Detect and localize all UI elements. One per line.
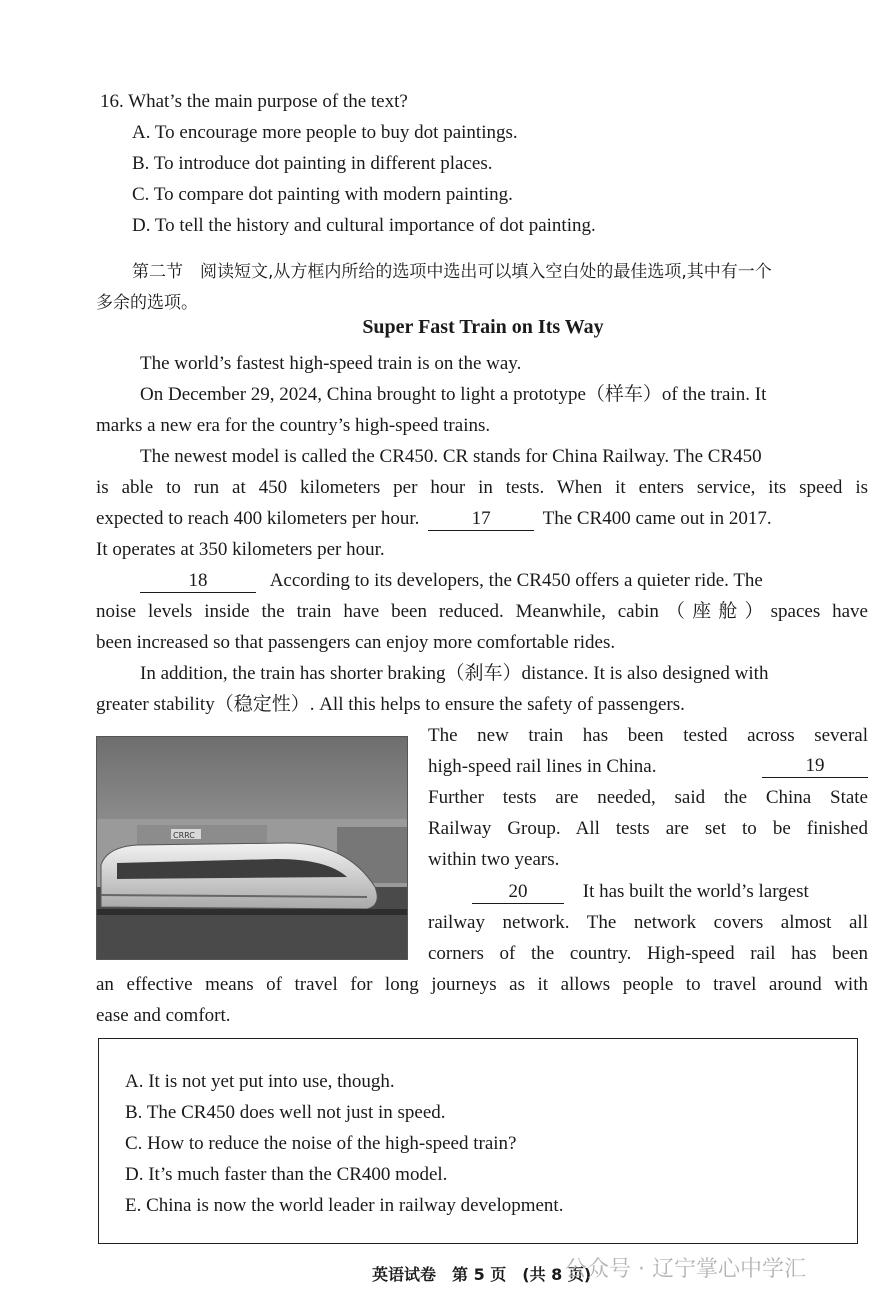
- paragraph-2-line-2: marks a new era for the country’s high-speed trains.: [96, 415, 491, 436]
- choice-c: C. How to reduce the noise of the high-speed train?: [125, 1133, 517, 1154]
- photo-sign-text: CRRC: [173, 831, 195, 840]
- question-16-option-c: C. To compare dot painting with modern painting.: [132, 184, 513, 205]
- page-footer: 英语试卷 第 5 页 (共 8 页): [372, 1265, 592, 1284]
- paragraph-5-line-1: In addition, the train has shorter braking（刹车）distance. It is also designed with: [140, 663, 769, 684]
- train-photo: [96, 736, 408, 960]
- paragraph-4-line-3: been increased so that passengers can enjoy more comfortable rides.: [96, 632, 616, 653]
- paragraph-3-line-1: The newest model is called the CR450. CR stands for China Railway. The CR450: [140, 446, 762, 467]
- train-photo-illustration: [97, 737, 407, 959]
- choice-a: A. It is not yet put into use, though.: [125, 1071, 395, 1092]
- blank-18[interactable]: 18: [140, 570, 256, 593]
- article-title: Super Fast Train on Its Way: [362, 316, 604, 338]
- paragraph-7-line-3: corners of the country. High-speed rail has been: [428, 943, 868, 964]
- section-instruction-line1: 第二节 阅读短文,从方框内所给的选项中选出可以填入空白处的最佳选项,其中有一个: [132, 262, 772, 282]
- paragraph-3-line-2: is able to run at 450 kilometers per hour in tests. When it enters service, its speed is: [96, 477, 868, 498]
- paragraph-3-line-4: It operates at 350 kilometers per hour.: [96, 539, 385, 560]
- paragraph-6-line-1: The new train has been tested across several: [428, 725, 868, 746]
- paragraph-7-line-2: railway network. The network covers almost all: [428, 912, 868, 933]
- choice-b: B. The CR450 does well not just in speed.: [125, 1102, 446, 1123]
- blank-20[interactable]: 20: [472, 881, 564, 904]
- paragraph-6-line-3: Further tests are needed, said the China State: [428, 787, 868, 808]
- question-16-option-b: B. To introduce dot painting in different places.: [132, 153, 493, 174]
- question-16-option-a: A. To encourage more people to buy dot paintings.: [132, 122, 518, 143]
- paragraph-6-line-4: Railway Group. All tests are set to be finished: [428, 818, 868, 839]
- watermark: 公众号 · 辽宁掌心中学汇: [565, 1257, 806, 1282]
- paragraph-3-line-3-text-b: The CR400 came out in 2017.: [542, 508, 772, 529]
- paragraph-7-line-5: ease and comfort.: [96, 1005, 231, 1026]
- paragraph-7-line-1-text: It has built the world’s largest: [582, 881, 809, 902]
- paragraph-6-line-2-text: high-speed rail lines in China.: [428, 756, 657, 777]
- paragraph-1: The world’s fastest high-speed train is on the way.: [140, 353, 522, 374]
- paragraph-3-line-3-text-a: expected to reach 400 kilometers per hour.: [96, 508, 420, 529]
- blank-17[interactable]: 17: [428, 508, 534, 531]
- choices-box: [98, 1038, 858, 1244]
- paragraph-6-line-5: within two years.: [428, 849, 560, 870]
- section-instruction-line2: 多余的选项。: [96, 293, 198, 313]
- blank-19[interactable]: 19: [762, 755, 868, 778]
- paragraph-7-line-1: [472, 876, 809, 907]
- choice-e: E. China is now the world leader in railway development.: [125, 1195, 564, 1216]
- paragraph-5-line-2: greater stability（稳定性）. All this helps to ensure the safety of passengers.: [96, 694, 685, 715]
- paragraph-6-line-2: [428, 751, 868, 782]
- question-16-option-d: D. To tell the history and cultural importance of dot painting.: [132, 215, 596, 236]
- paragraph-4-line-1: [140, 565, 763, 596]
- paragraph-3-line-3: [96, 503, 772, 534]
- paragraph-4-line-1-text: According to its developers, the CR450 offers a quieter ride. The: [269, 570, 763, 591]
- paragraph-4-line-2: noise levels inside the train have been reduced. Meanwhile, cabin（座舱）spaces have: [96, 601, 868, 622]
- question-16-stem: 16. What’s the main purpose of the text?: [100, 91, 408, 112]
- choice-d: D. It’s much faster than the CR400 model.: [125, 1164, 448, 1185]
- paragraph-7-line-4: an effective means of travel for long journeys as it allows people to travel around with: [96, 974, 868, 995]
- paragraph-2-line-1: On December 29, 2024, China brought to light a prototype（样车）of the train. It: [140, 384, 767, 405]
